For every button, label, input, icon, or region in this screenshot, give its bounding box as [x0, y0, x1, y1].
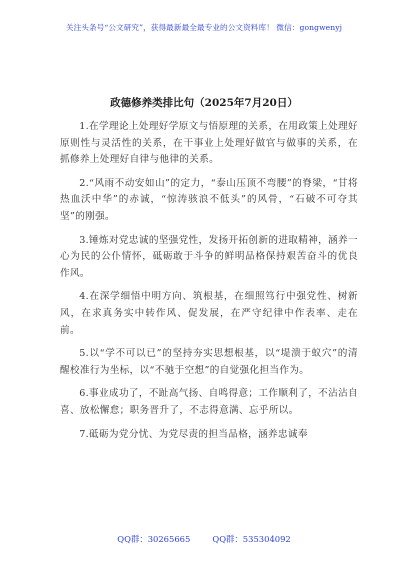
document-title: 政德修养类排比句（2025年7月20日） [110, 97, 298, 109]
paragraph-3: 3.锤炼对党忠诚的坚强党性，发扬开拓创新的进取精神，涵养一心为民的公仆情怀，砥砺敢于斗争的鲜明品格保持艰苦奋斗的优良作风。 [60, 234, 358, 279]
document-body [60, 119, 358, 450]
paragraph-2: 2.“风雨不动安如山”的定力，“泰山压顶不弯腰”的脊梁，“甘将热血沃中华”的赤诚，“惊涛骇浪不低头”的风骨，“石破不可夺其坚”的刚强。 [60, 177, 358, 222]
paragraph-5: 5.以“学不可以已”的坚持夯实思想根基，以“堤溃于蚁穴”的清醒校准行为坐标，以“不驰于空想”的自觉强化担当作为。 [60, 348, 358, 376]
paragraph-7: 7.砥砺为党分忧、为党尽责的担当品格，涵养忠诚奉 [79, 428, 308, 440]
paragraph-1: 1.在学理论上处理好学原文与悟原理的关系，在用政策上处理好原则性与灵活性的关系，在干事业上处理好做官与做事的关系，在抓修养上处理好自律与他律的关系。 [60, 121, 358, 166]
paragraph-6: 6.事业成功了，不趾高气扬、自鸣得意；工作顺利了，不沾沾自喜、放松懈怠；职务晋升了，不志得意满、忘乎所以。 [60, 388, 358, 416]
footer-qq-group-1: QQ群：30265665 [117, 534, 191, 544]
footer-qq-group-2: QQ群：535304092 [212, 534, 291, 544]
paragraph-4: 4.在深学细悟中明方向、筑根基，在细照笃行中强党性、树新风，在求真务实中转作风、促发展，在严守纪律中作表率、走在前。 [60, 291, 358, 336]
header-promo-note: 关注头条号“公文研究”，获得最新最全最专业的公文资料库！ 微信：gongwenyj [65, 23, 343, 32]
footer-qq-groups [0, 533, 408, 545]
